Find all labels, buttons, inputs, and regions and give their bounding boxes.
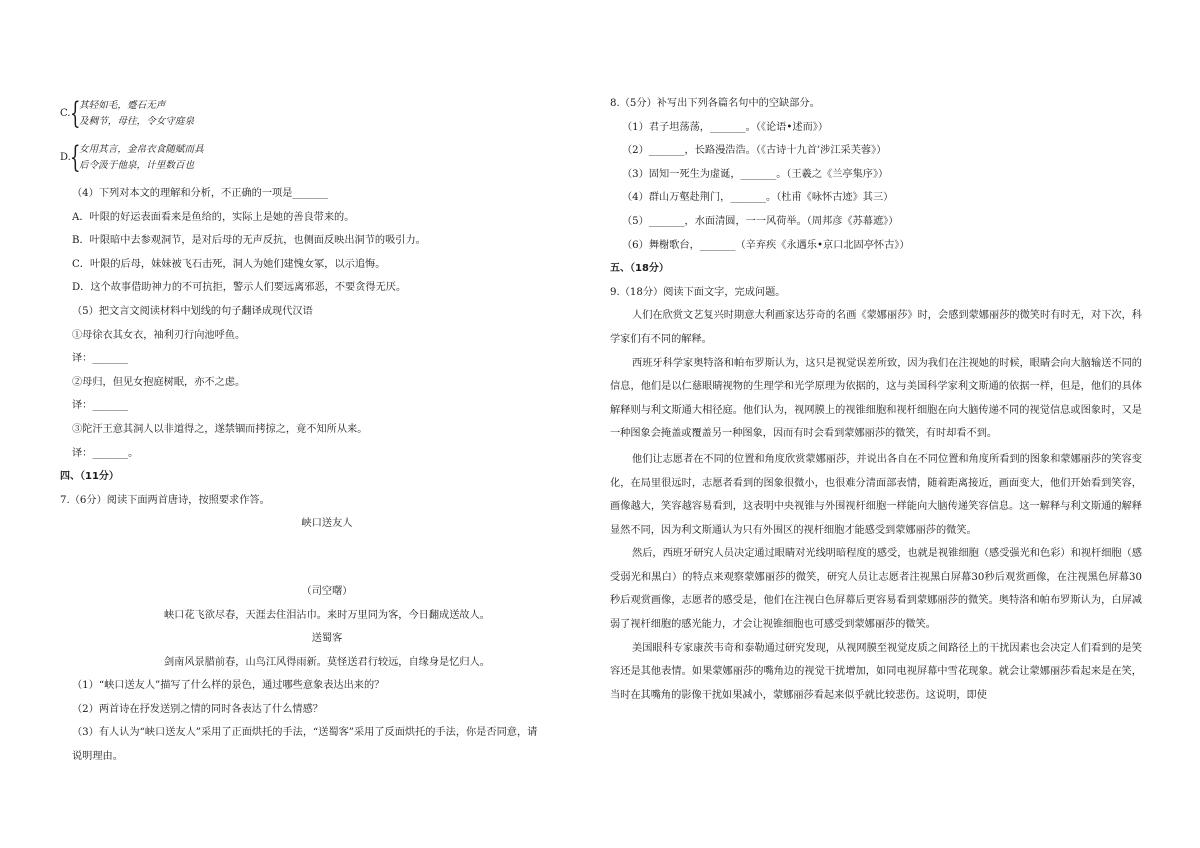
question-8-1: （1）君子坦荡荡，_______。（《论语•述而》） xyxy=(622,121,829,133)
translation-1: 译：_______ xyxy=(72,353,129,365)
right-column xyxy=(610,92,1142,707)
question-8-4: （4）群山万壑赴荆门，_______。（杜甫《咏怀古迹》其三） xyxy=(622,192,894,204)
question-4-option-d: D．这个故事借助神力的不可抗拒，警示人们要远离邪恶，不要贪得无厌。 xyxy=(72,282,407,294)
left-column xyxy=(60,92,594,769)
question-7: 7.（6分）阅读下面两首唐诗，按照要求作答。 xyxy=(60,494,270,506)
question-4-option-b: B．叶限暗中去参观洞节，是对后母的无声反抗，也侧面反映出洞节的吸引力。 xyxy=(72,235,426,247)
question-5: （5）把文言文阅读材料中划线的句子翻译成现代汉语 xyxy=(72,305,313,317)
option-d-letter: D. xyxy=(60,152,71,164)
option-d-line1: 女用其言，金帛衣食随赋而具 xyxy=(79,144,204,155)
translation-2: 译：_______ xyxy=(72,400,129,412)
sentence-3: ③陀汗王意其洞人以非道得之，遂禁锢而拷掠之，竟不知所从来。 xyxy=(72,423,368,435)
question-8-6: （6）舞榭歌台，_______（辛弃疾《永遇乐•京口北固亭怀古》） xyxy=(622,239,910,251)
poem-1-author: （司空曙） xyxy=(301,585,353,597)
sentence-1: ①母徐衣其女衣，袖利刃行向池呼鱼。 xyxy=(72,329,246,341)
question-8-5: （5）_______，水面清圆，一一风荷举。（周邦彦《苏幕遮》） xyxy=(622,215,899,227)
section-4-heading: 四、（11分） xyxy=(60,471,119,483)
option-c-line1: 其轻如毛，蹙石无声 xyxy=(79,100,166,111)
question-4-option-a: A．叶限的好运表面看来是鱼给的，实际上是她的善良带来的。 xyxy=(72,211,355,223)
brace-icon: { xyxy=(70,140,81,175)
question-8-2: （2）_______，长路漫浩浩。（《古诗十九首’涉江采芙蓉》） xyxy=(622,145,887,157)
option-d-line2: 后令汲于他泉，计里数百也 xyxy=(79,160,195,171)
question-4: （4）下列对本文的理解和分析，不正确的一项是_______ xyxy=(72,188,329,199)
translation-3: 译：_______。 xyxy=(72,447,139,459)
question-7-1: （1）“峡口送友人”描写了什么样的景色，通过哪些意象表达出来的？ xyxy=(72,680,385,692)
passage-paragraph-5: 美国眼科专家康茨韦奇和泰勒通过研究发现，从视网膜至视觉皮质之间路径上的干扰因素也会决定人们看到的是笑容还是其他表情。如果蒙娜丽莎的嘴角边的视觉干扰增加，如同电视屏幕中雪花现象。就会让蒙娜丽莎看起来是在笑，当时在其嘴角的影像干扰如果减小，蒙娜丽莎看起来似乎就比较悲伤。这说明，即使 xyxy=(610,642,1142,701)
passage-paragraph-1: 人们在欣赏文艺复兴时期意大利画家达芬奇的名画《蒙娜丽莎》时，会感到蒙娜丽莎的微笑时有时无，对下次，科学家们有不同的解释。 xyxy=(610,310,1142,345)
question-4-option-c: C．叶限的后母，妹妹被飞石击死，洞人为她们建愧女冢，以示追悔。 xyxy=(72,258,386,270)
question-8: 8.（5分）补写出下列各篇名句中的空缺部分。 xyxy=(610,98,820,109)
question-7-3-line2: 说明理由。 xyxy=(72,751,123,763)
passage-paragraph-2: 西班牙科学家奥特洛和帕布罗斯认为，这只是视觉误差所致，因为我们在注视她的时候，眼睛会向大脑输送不同的信息，他们是以仁慈眼睛视物的生理学和光学原理为依据的，这与美国科学家利文斯通的依据一样，但是，他们的具体解释则与利文斯通大相径庭。他们认为，视网膜上的视锥细胞和视杆细胞在向大脑传递不同的视觉信息或图象时，又是一种图象会掩盖或覆盖另一种图象，因而有时会看到蒙娜丽莎的微笑，有时却看不到。 xyxy=(610,357,1142,440)
sentence-2: ②母归，但见女抱庭树眠，亦不之虑。 xyxy=(72,376,246,388)
passage-paragraph-4: 然后，西班牙研究人员决定通过眼睛对光线明暗程度的感受，也就是视锥细胞（感受强光和色彩）和视杆细胞（感受弱光和黑白）的特点来观察蒙娜丽莎的微笑，研究人员让志愿者注视黑白屏幕30秒后观赏画像，在注视黑色屏幕30秒后观赏画像，志愿者的感受是，他们在注视白色屏幕后更容易看到蒙娜丽莎的微笑。奥特洛和帕布罗斯认为，白屏减弱了视杆细胞的感光能力，才会让视锥细胞也可感受到蒙娜丽莎的微笑。 xyxy=(610,548,1142,631)
option-c-line2: 及稠节，母往，令女守庭泉 xyxy=(79,116,195,127)
option-c xyxy=(60,94,594,134)
question-7-2: （2）两首诗在抒发送别之情的同时各表达了什么情感？ xyxy=(72,703,323,715)
poem-2-title: 送蜀客 xyxy=(311,633,343,645)
question-9: 9.（18分）阅读下面文字，完成问题。 xyxy=(610,286,786,298)
option-c-letter: C. xyxy=(60,108,71,120)
option-d xyxy=(60,138,594,178)
question-8-3: （3）固知一死生为虚诞，_______。（王羲之《兰亭集序》） xyxy=(622,168,889,180)
question-7-3-line1: （3）有人认为“峡口送友人”采用了正面烘托的手法，“送蜀客”采用了反面烘托的手法，你是否同意，请 xyxy=(72,727,538,739)
passage-paragraph-3: 他们让志愿者在不同的位置和角度欣赏蒙娜丽莎，并说出各自在不同位置和角度所看到的图象和蒙娜丽莎的笑容变化，在局里很远时，志愿者看到的图象很微小，也很难分清面部表情，随着距离接近，画面变大，他们开始看到笑容，画像越大，笑容越容易看到，这表明中央视锥与外围视杆细胞一样能向大脑传递笑容信息。这一解释与利文斯通的解释显然不同，因为利文斯通认为只有外围区的视杆细胞才能感受到蒙娜丽莎的微笑。 xyxy=(610,453,1142,536)
section-5-heading: 五、（18分） xyxy=(610,263,669,275)
poem-1-text: 峡口花飞欲尽春，天涯去住泪沾巾。来时万里同为客，今日翻成送故人。 xyxy=(164,609,490,621)
poem-2-text: 剑南风景腊前春，山鸟江风得雨新。莫怪送君行较远，自缘身是忆归人。 xyxy=(164,656,490,668)
brace-icon: { xyxy=(70,96,81,131)
poem-1-title: 峡口送友人 xyxy=(301,518,353,530)
